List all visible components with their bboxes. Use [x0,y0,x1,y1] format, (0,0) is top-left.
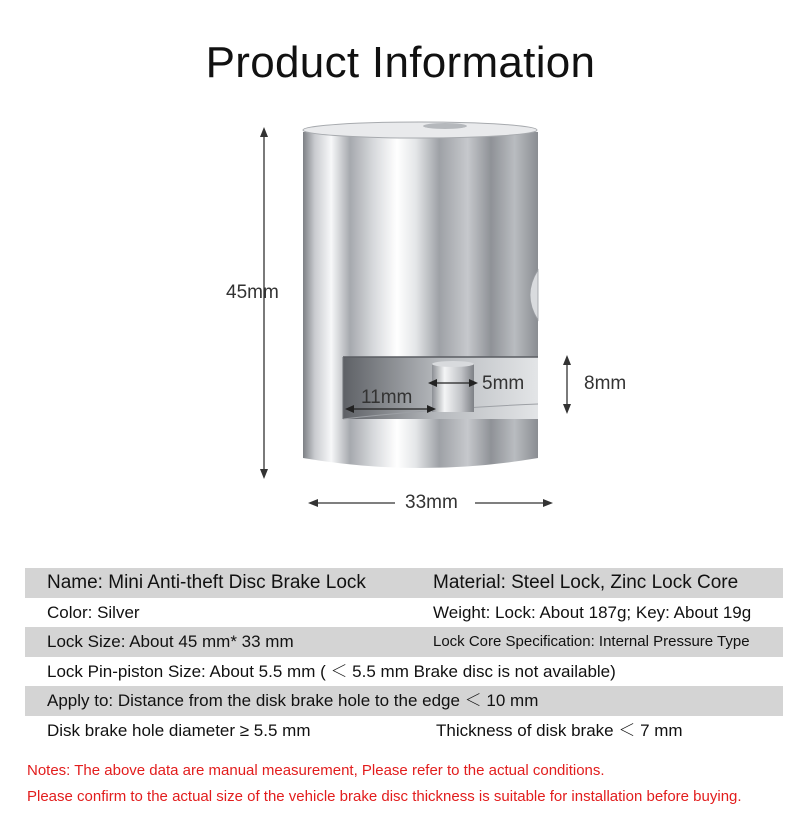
spec-row-apply [25,686,783,716]
spec-row-color [25,598,783,628]
spec-table [25,568,783,746]
spec-weight: Weight: Lock: About 187g; Key: About 19g [433,602,752,622]
spec-disc-thickness: Thickness of disk brake ＜ 7 mm [436,720,683,740]
spec-apply-to: Apply to: Distance from the disk brake hole to the edge ＜ 10 mm [47,691,539,711]
spec-row-size [25,627,783,657]
spec-row-pin [25,657,783,687]
note-line-1: Notes: The above data are manual measurement, Please refer to the actual conditions. [27,762,605,779]
spec-lock-size: Lock Size: About 45 mm* 33 mm [47,632,294,652]
spec-hole-diameter: Disk brake hole diameter ≥ 5.5 mm [47,720,311,740]
lock-body [303,122,538,468]
spec-row-disk [25,716,783,746]
slot-height-dimension-arrow [563,355,571,414]
spec-name: Name: Mini Anti-theft Disc Brake Lock [47,572,366,593]
pin-diameter-dimension-label: 5mm [482,373,525,394]
page-title: Product Information [205,38,596,87]
height-dimension-label: 45mm [226,282,279,303]
slot-depth-dimension-label: 11mm [361,387,413,408]
width-dimension-label: 33mm [405,492,458,513]
lock-pin [432,361,474,412]
spec-row-name [25,568,783,598]
spec-material: Material: Steel Lock, Zinc Lock Core [433,572,739,593]
spec-pin-size: Lock Pin-piston Size: About 5.5 mm ( ＜ 5.5 mm Brake disc is not available) [47,661,616,681]
spec-lock-core: Lock Core Specification: Internal Pressure Type [433,633,750,651]
note-line-2: Please confirm to the actual size of the vehicle brake disc thickness is suitable for installation before buying. [27,788,742,805]
slot-height-dimension-label: 8mm [584,373,627,394]
spec-color: Color: Silver [47,602,140,622]
